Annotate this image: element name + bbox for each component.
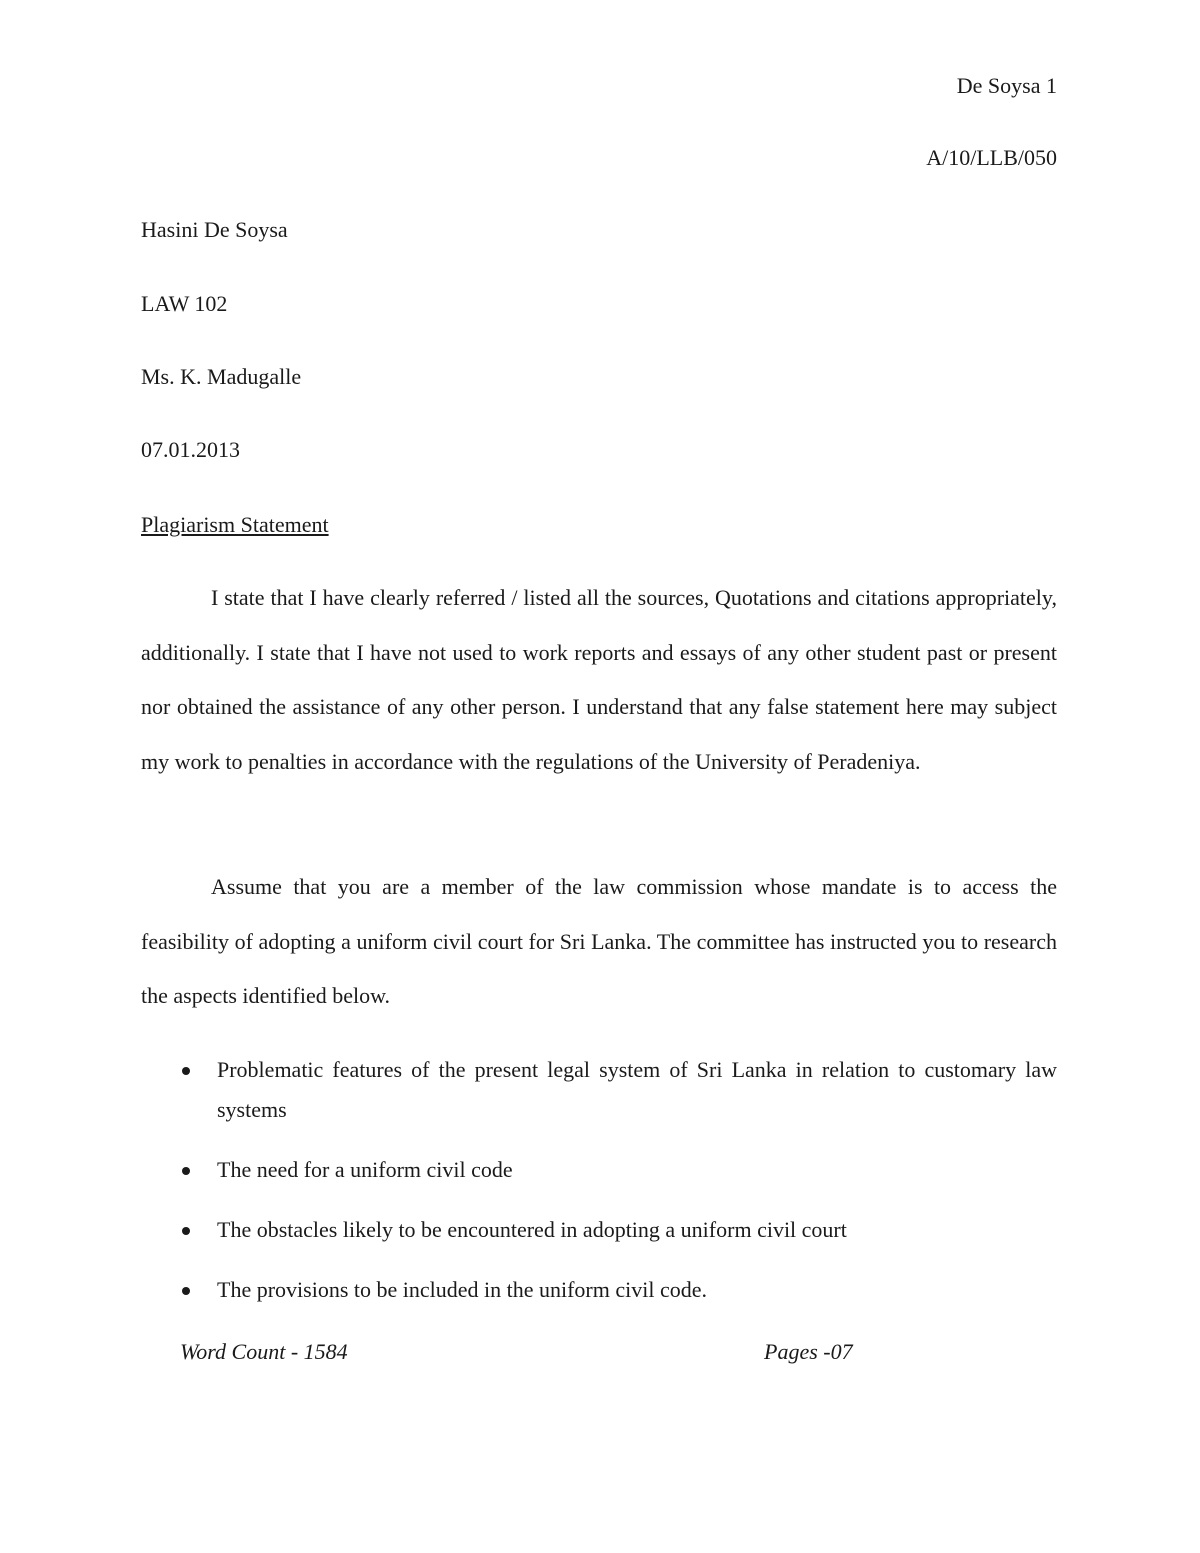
course-code: LAW 102 (141, 291, 228, 316)
bullet-icon (182, 1227, 190, 1235)
page-header-label: De Soysa 1 (956, 73, 1057, 98)
list-item (141, 1210, 1057, 1250)
list-item (141, 1050, 1057, 1130)
word-count: Word Count - 1584 (180, 1339, 348, 1364)
student-id: A/10/LLB/050 (926, 145, 1057, 170)
plagiarism-paragraph: I state that I have clearly referred / listed all the sources, Quotations and citations appropriately, additionally. I state that I have not used to work reports and essays of any other student past or present nor obtained the assistance of any other person. I understand that any false statement here may subject my work to penalties in accordance with the regulations of the University of Peradeniya. (141, 585, 1057, 774)
research-aspects-list (141, 1050, 1057, 1310)
task-paragraph: Assume that you are a member of the law commission whose mandate is to access the feasibility of adopting a uniform civil court for Sri Lanka. The committee has instructed you to research the aspects identified below. (141, 874, 1057, 1008)
student-name: Hasini De Soysa (141, 217, 288, 242)
bullet-icon (182, 1287, 190, 1295)
list-item-text: The provisions to be included in the uniform civil code. (217, 1277, 708, 1302)
list-item (141, 1270, 1057, 1310)
page-count: Pages -07 (764, 1339, 853, 1364)
bullet-icon (182, 1067, 190, 1075)
bullet-icon (182, 1167, 190, 1175)
instructor-name: Ms. K. Madugalle (141, 364, 302, 389)
list-item-text: The need for a uniform civil code (217, 1157, 513, 1182)
list-item-text: The obstacles likely to be encountered in adopting a uniform civil court (217, 1217, 847, 1242)
list-item (141, 1150, 1057, 1190)
list-item-text: Problematic features of the present legal system of Sri Lanka in relation to customary law systems (217, 1057, 1057, 1122)
submission-date: 07.01.2013 (141, 437, 240, 462)
section-heading: Plagiarism Statement (141, 512, 329, 537)
